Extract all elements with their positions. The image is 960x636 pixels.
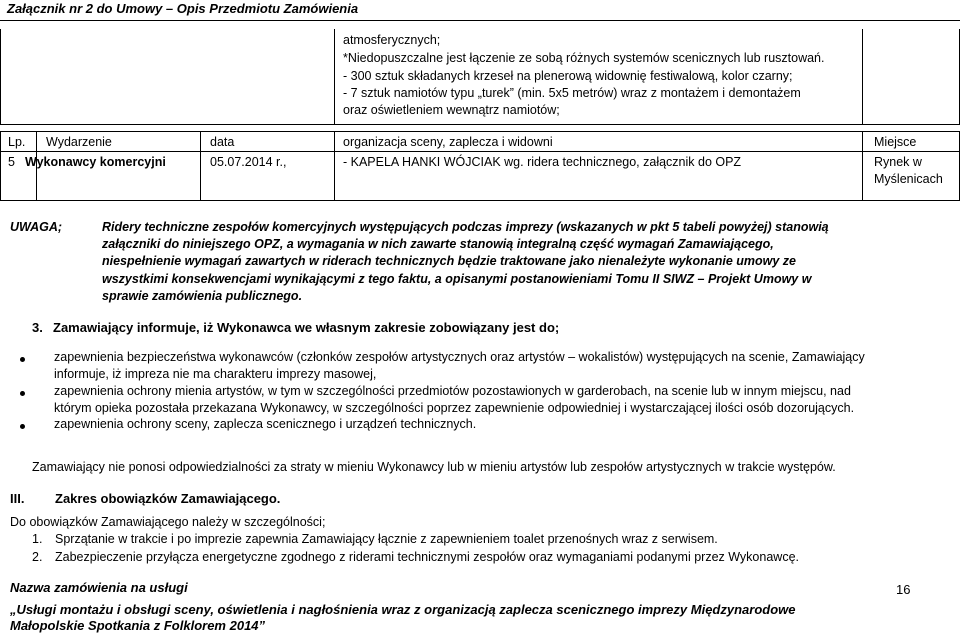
- section-iii-number: III.: [10, 491, 25, 506]
- footer-title-line2: Małopolskie Spotkania z Folklorem 2014”: [10, 618, 266, 633]
- bullet-icon: [20, 391, 25, 396]
- col-header-organization: organizacja sceny, zaplecza i widowni: [343, 135, 553, 149]
- uwaga-line: Ridery techniczne zespołów komercyjnych występujących podczas imprezy (wskazanych w pkt 5 tabeli powyżej) stanowią: [102, 220, 829, 234]
- top-cell-line: - 300 sztuk składanych krzeseł na plenerową widownię festiwalową, kolor czarny;: [343, 69, 793, 83]
- bullet-icon: [20, 424, 25, 429]
- top-cell-line: - 7 sztuk namiotów typu „turek” (min. 5x5 metrów) wraz z montażem i demontażem: [343, 86, 801, 100]
- bullet-item-line: zapewnienia ochrony sceny, zaplecza scenicznego i urządzeń technicznych.: [54, 417, 477, 431]
- col-header-date: data: [210, 135, 235, 149]
- section-iii-intro: Do obowiązków Zamawiającego należy w szczególności;: [10, 515, 326, 529]
- col-divider: [862, 131, 863, 200]
- top-cell-line: atmosferycznych;: [343, 33, 441, 47]
- bullet-item-line: informuje, iż impreza nie ma charakteru imprezy masowej,: [54, 367, 377, 381]
- list-item-number: 1.: [32, 532, 43, 546]
- col-header-lp: Lp.: [8, 135, 26, 149]
- uwaga-line: załączniki do niniejszego OPZ, a wymagania w nich zawarte stanowią integralną część wymagań Zamawiającego,: [102, 237, 774, 251]
- row-place-line1: Rynek w: [874, 155, 922, 169]
- row-event: Wykonawcy komercyjni: [25, 155, 166, 169]
- list-item-text: Sprzątanie w trakcie i po imprezie zapewnia Zamawiający łącznie z zapewnieniem toalet przenośnych wraz z serwisem.: [55, 532, 718, 546]
- section3-number: 3.: [32, 320, 43, 335]
- uwaga-line: wszystkimi konsekwencjami wynikającymi z tego faktu, a opisanymi postanowieniami Tomu II SIWZ – Projekt Umowy w: [102, 272, 812, 286]
- uwaga-line: sprawie zamówienia publicznego.: [102, 289, 303, 303]
- col-divider: [334, 131, 335, 200]
- header-rule: [0, 20, 960, 21]
- bullet-icon: [20, 357, 25, 362]
- row-lp: 5: [8, 155, 15, 169]
- row-place-line2: Myślenicach: [874, 172, 943, 186]
- col-divider: [200, 131, 201, 200]
- footer-title-line1: „Usługi montażu i obsługi sceny, oświetlenia i nagłośnienia wraz z organizacją zaplecza scenicznego imprezy Międzynarodowe: [10, 602, 796, 617]
- list-item-text: Zabezpieczenie przyłącza energetyczne zgodnego z riderami technicznymi zespołów oraz wymaganiami podanymi przez Wykonawcę.: [55, 550, 799, 564]
- top-cell-line: oraz oświetleniem wewnątrz namiotów;: [343, 103, 560, 117]
- bullet-item-line: zapewnienia ochrony mienia artystów, w tym w szczególności przedmiotów pozostawionych w garderobach, na scenie lub w innym miejscu, nad: [54, 384, 851, 398]
- document-header-title: Załącznik nr 2 do Umowy – Opis Przedmiotu Zamówienia: [7, 1, 359, 16]
- event-table-header-rule: [0, 151, 960, 152]
- section3-heading: Zamawiający informuje, iż Wykonawca we własnym zakresie zobowiązany jest do;: [53, 320, 560, 335]
- row-organization: - KAPELA HANKI WÓJCIAK wg. ridera technicznego, załącznik do OPZ: [343, 155, 742, 169]
- bullet-item-line: którym opieka pozostała przekazana Wykonawcy, w szczególności poprzez zapewnienie odpowiedniej i wystarczającej ilości osób dozorujących.: [54, 401, 855, 415]
- list-item-number: 2.: [32, 550, 43, 564]
- uwaga-label: UWAGA;: [10, 220, 63, 234]
- page-number: 16: [896, 582, 911, 597]
- top-cell-divider-left: [334, 29, 335, 125]
- top-cell-divider-right: [862, 29, 863, 125]
- uwaga-line: niespełnienie wymagań zawartych w riderach technicznych będzie traktowane jako nienależyte wykonanie umowy ze: [102, 254, 796, 268]
- footer-label: Nazwa zamówienia na usługi: [10, 580, 188, 595]
- col-header-place: Miejsce: [874, 135, 917, 149]
- top-cell-line: *Niedopuszczalne jest łączenie ze sobą różnych systemów scenicznych lub rusztowań.: [343, 51, 825, 65]
- bullet-item-line: zapewnienia bezpieczeństwa wykonawców (członków zespołów artystycznych oraz artystów – wokalistów) występujących na scenie, Zamawiający: [54, 350, 865, 364]
- section3-note: Zamawiający nie ponosi odpowiedzialności za straty w mieniu Wykonawcy lub w mieniu artystów lub zespołów artystycznych w trakcie występów.: [32, 460, 836, 474]
- col-header-event: Wydarzenie: [46, 135, 112, 149]
- row-date: 05.07.2014 r.,: [210, 155, 287, 169]
- section-iii-heading: Zakres obowiązków Zamawiającego.: [55, 491, 281, 506]
